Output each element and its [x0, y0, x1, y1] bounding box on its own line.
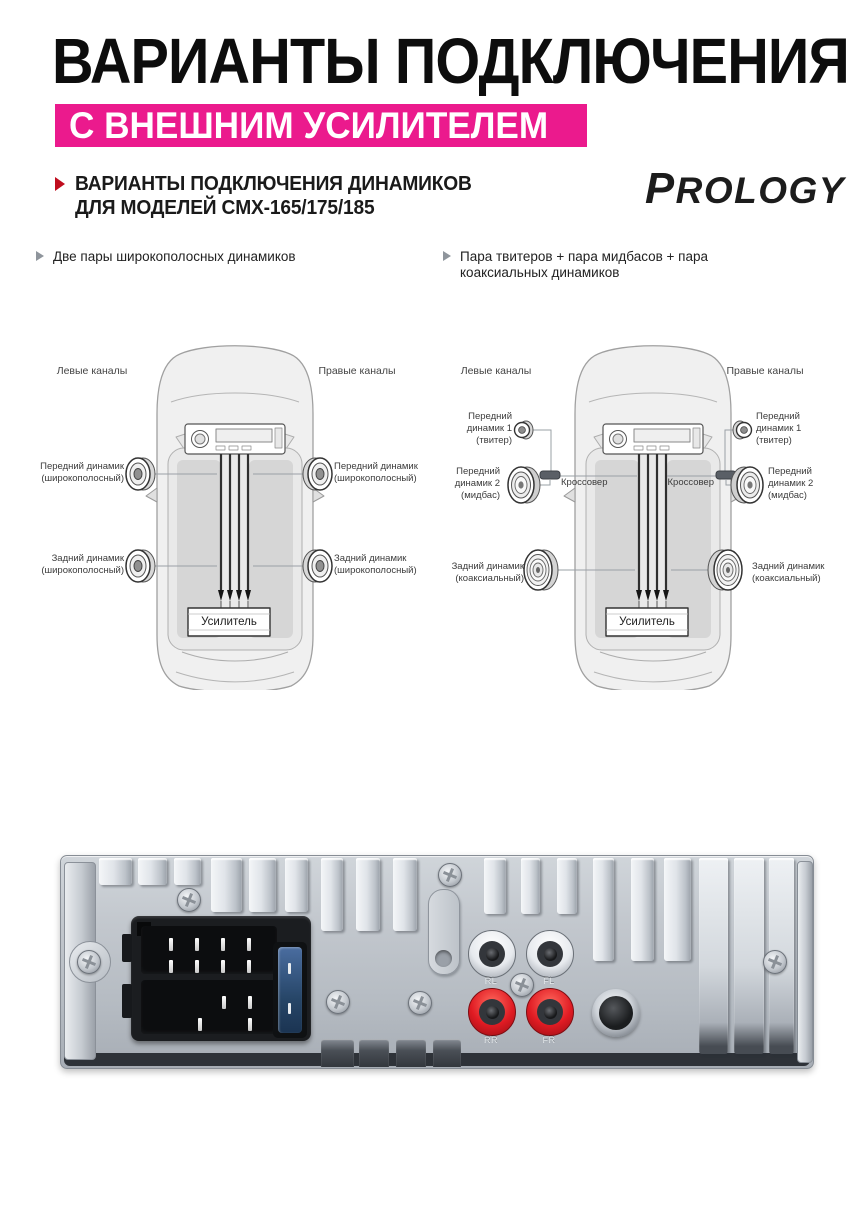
red-arrow-bullet-icon [55, 177, 65, 191]
connector-pin [169, 960, 173, 973]
connector-pin [247, 938, 251, 951]
section-heading-line1: ВАРИАНТЫ ПОДКЛЮЧЕНИЯ ДИНАМИКОВ [75, 173, 472, 195]
phillips-screw [438, 863, 462, 887]
rear-right-speaker-label: Задний динамик (широкополосный) [334, 553, 417, 576]
left-column-heading-text: Две пары широкополосных динамиков [53, 249, 296, 264]
rear-coaxial-right-label: Задний динамик (коаксиальный) [752, 561, 825, 584]
fuse-contact [288, 1003, 291, 1014]
fuse-holder-frame [273, 942, 307, 1038]
phillips-screw [763, 950, 787, 974]
antenna-jack-opening [599, 996, 633, 1030]
page-title: ВАРИАНТЫ ПОДКЛЮЧЕНИЯ [52, 25, 849, 97]
connector-pin [198, 1018, 202, 1031]
heatsink-fin [249, 858, 276, 912]
heatsink-fin [138, 858, 167, 885]
section-heading [55, 172, 488, 221]
front-tweeter-left-label: Передний динамик 1 (твитер) [466, 411, 512, 446]
phillips-screw [326, 990, 350, 1014]
bottom-tab [396, 1039, 426, 1067]
front-midbass-left-label: Передний динамик 2 (мидбас) [454, 466, 500, 501]
heatsink-fin [664, 858, 691, 961]
heatsink-fin [699, 858, 728, 1054]
antenna-jack[interactable] [592, 989, 640, 1037]
connector-pin [195, 960, 199, 973]
front-left-speaker-label: Передний динамик (широкополосный) [40, 461, 124, 484]
heatsink-fin [321, 858, 343, 931]
keyhole-hole [435, 950, 452, 967]
phillips-screw [510, 973, 534, 997]
crossover-left-label: Кроссовер [561, 477, 608, 488]
front-tweeter-right-label: Передний динамик 1 (твитер) [756, 411, 802, 446]
bottom-tab [321, 1039, 354, 1067]
rca-label-fl: FL [543, 976, 555, 986]
fuse-holder [278, 947, 302, 1033]
connector-pin [248, 1018, 252, 1031]
rca-label-rl: RL [484, 976, 498, 986]
phillips-screw [77, 950, 101, 974]
front-right-speaker-label: Передний динамик (широкополосный) [334, 461, 418, 484]
rca-jack-rear-right[interactable] [468, 988, 516, 1036]
phillips-screw [177, 888, 201, 912]
bottom-tab [433, 1039, 461, 1067]
subtitle-banner-text: С ВНЕШНИМ УСИЛИТЕЛЕМ [69, 105, 549, 146]
brand-logo: PROLOGY [645, 164, 845, 213]
heatsink-fin [631, 858, 654, 961]
connector-pin [195, 938, 199, 951]
connector-pin [221, 938, 225, 951]
fuse-contact [288, 963, 291, 974]
right-column-heading-text: Пара твитеров + пара мидбасов + пара коаксиальных динамиков [460, 249, 709, 281]
rca-jack-front-left[interactable] [526, 930, 574, 978]
iso-side-tab [122, 984, 132, 1018]
section-heading-line2: ДЛЯ МОДЕЛЕЙ CMX-165/175/185 [75, 197, 375, 220]
section-heading-text [75, 172, 472, 221]
amplifier-label: Усилитель [619, 616, 675, 628]
heatsink-fin [211, 858, 242, 912]
crossover-right-label: Кроссовер [667, 477, 714, 488]
left-channels-label: Левые каналы [460, 365, 532, 377]
car-top-view-drawing [428, 340, 848, 690]
heatsink-fin [521, 858, 540, 914]
diagram-tweeter-midbass-coaxial [428, 340, 848, 690]
keyhole-bracket [428, 889, 460, 975]
car-top-view-drawing [10, 340, 430, 690]
rca-jack-rear-left[interactable] [468, 930, 516, 978]
connector-pin [222, 996, 226, 1009]
gray-arrow-bullet-icon [443, 251, 451, 261]
heatsink-fin [484, 858, 506, 914]
heatsink-fin [174, 858, 201, 885]
iso-side-tab [122, 934, 132, 962]
front-midbass-right-label: Передний динамик 2 (мидбас) [768, 466, 814, 501]
bottom-tab [359, 1039, 389, 1067]
connector-pin [169, 938, 173, 951]
right-mount-bracket [797, 861, 813, 1063]
iso-top-chamber [141, 926, 277, 974]
phillips-screw [408, 991, 432, 1015]
heatsink-fin [356, 858, 380, 931]
left-channels-label: Левые каналы [56, 365, 128, 377]
heatsink-fin [557, 858, 577, 914]
heatsink-fin [393, 858, 417, 931]
connector-pin [221, 960, 225, 973]
left-column-heading [36, 249, 406, 265]
rear-coaxial-left-label: Задний динамик (коаксиальный) [451, 561, 524, 584]
connector-pin [247, 960, 251, 973]
rear-panel [60, 855, 814, 1069]
diagram-two-fullrange-pairs [10, 340, 430, 690]
gray-arrow-bullet-icon [36, 251, 44, 261]
heatsink-fin [734, 858, 764, 1054]
heatsink-fin [593, 858, 614, 961]
rca-label-rr: RR [484, 1035, 498, 1045]
rear-left-speaker-label: Задний динамик (широкополосный) [41, 553, 124, 576]
right-channels-label: Правые каналы [318, 365, 396, 377]
connector-pin [248, 996, 252, 1009]
right-column-heading [443, 249, 753, 281]
iso-connector [131, 916, 311, 1041]
right-channels-label: Правые каналы [726, 365, 804, 377]
iso-bottom-chamber [141, 980, 277, 1034]
heatsink-fin [99, 858, 132, 885]
heatsink-fin [285, 858, 308, 912]
amplifier-label: Усилитель [201, 616, 257, 628]
rca-label-fr: FR [542, 1035, 556, 1045]
rca-jack-front-right[interactable] [526, 988, 574, 1036]
subtitle-banner [55, 104, 587, 147]
